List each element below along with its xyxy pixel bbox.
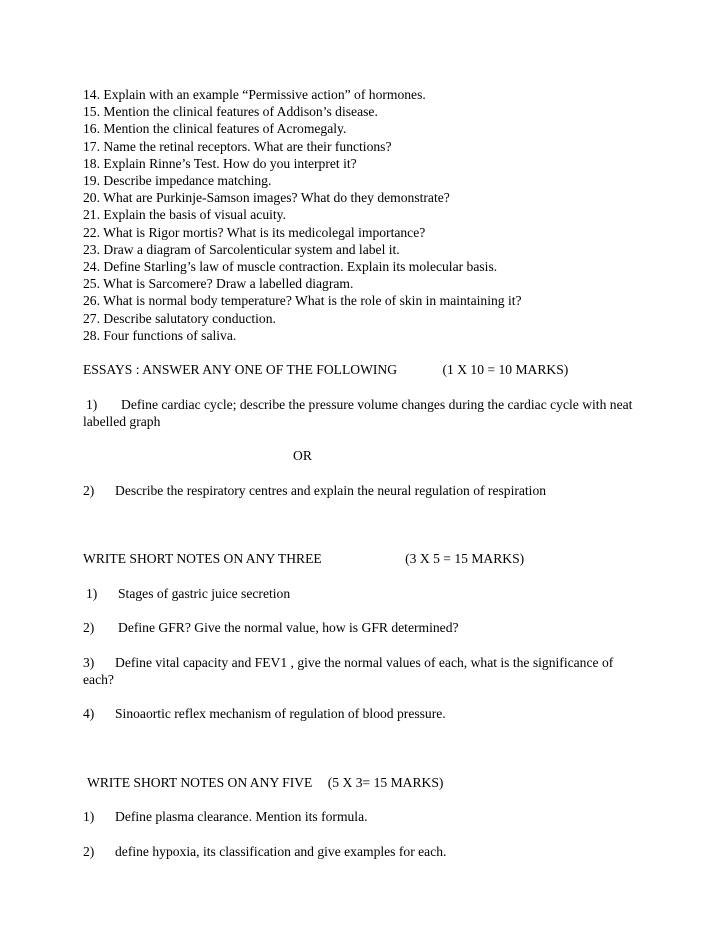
essay-question-number: 2) [83, 482, 95, 498]
item-text: Stages of gastric juice secretion [118, 585, 291, 601]
short-three-item [83, 705, 643, 722]
item-number: 1) [86, 585, 98, 601]
item-number: 1) [83, 809, 95, 825]
question-item: 22. What is Rigor mortis? What is its medicolegal importance? [83, 224, 426, 240]
essay-question-number: 1) [86, 396, 98, 412]
short-three-item [83, 585, 643, 602]
question-item: 21. Explain the basis of visual acuity. [83, 207, 286, 223]
item-number: 4) [83, 706, 95, 722]
item-text: Define GFR? Give the normal value, how is GFR determined? [118, 620, 459, 636]
question-item: 28. Four functions of saliva. [83, 327, 237, 343]
question-item: 27. Describe salutatory conduction. [83, 310, 276, 326]
essays-marks: (1 X 10 = 10 MARKS) [442, 362, 569, 378]
question-item: 20. What are Purkinje-Samson images? What do they demonstrate? [83, 190, 450, 206]
question-item: 19. Describe impedance matching. [83, 173, 272, 189]
item-text: Define vital capacity and FEV1 , give the normal values of each, what is the significance of each? [83, 654, 614, 687]
short-five-heading [83, 774, 643, 791]
short-three-marks: (3 X 5 = 15 MARKS) [405, 551, 525, 567]
short-three-item [83, 654, 643, 688]
essays-heading-text: ESSAYS : ANSWER ANY ONE OF THE FOLLOWING [83, 362, 398, 378]
or-separator: OR [293, 448, 312, 464]
item-number: 3) [83, 654, 95, 670]
short-three-heading-text: WRITE SHORT NOTES ON ANY THREE [83, 551, 322, 567]
question-item: 26. What is normal body temperature? What is the role of skin in maintaining it? [83, 293, 522, 309]
essay-question-1 [83, 396, 643, 430]
question-item: 23. Draw a diagram of Sarcolenticular system and label it. [83, 241, 400, 257]
short-five-heading-text: WRITE SHORT NOTES ON ANY FIVE [87, 774, 313, 790]
essays-heading [83, 361, 643, 378]
document-page [83, 86, 643, 860]
question-item: 18. Explain Rinne’s Test. How do you interpret it? [83, 155, 357, 171]
essay-question-2 [83, 482, 643, 499]
question-item: 24. Define Starling’s law of muscle contraction. Explain its molecular basis. [83, 259, 498, 275]
item-text: Sinoaortic reflex mechanism of regulation of blood pressure. [115, 706, 446, 722]
question-item: 14. Explain with an example “Permissive action” of hormones. [83, 87, 426, 102]
essay-question-text: Describe the respiratory centres and explain the neural regulation of respiration [115, 482, 547, 498]
short-five-item [83, 808, 643, 825]
short-three-heading [83, 550, 643, 567]
item-text: define hypoxia, its classification and give examples for each. [115, 843, 447, 859]
question-list [83, 86, 643, 344]
item-text: Define plasma clearance. Mention its formula. [115, 809, 368, 825]
question-item: 15. Mention the clinical features of Addison’s disease. [83, 104, 378, 120]
question-item: 25. What is Sarcomere? Draw a labelled diagram. [83, 276, 354, 292]
short-three-item [83, 619, 643, 636]
essay-question-text: Define cardiac cycle; describe the pressure volume changes during the cardiac cycle with neat labelled graph [83, 396, 633, 429]
item-number: 2) [83, 843, 95, 859]
short-five-item [83, 843, 643, 860]
question-item: 16. Mention the clinical features of Acromegaly. [83, 121, 347, 137]
question-item: 17. Name the retinal receptors. What are their functions? [83, 138, 392, 154]
item-number: 2) [83, 620, 95, 636]
short-five-marks: (5 X 3= 15 MARKS) [327, 774, 444, 790]
